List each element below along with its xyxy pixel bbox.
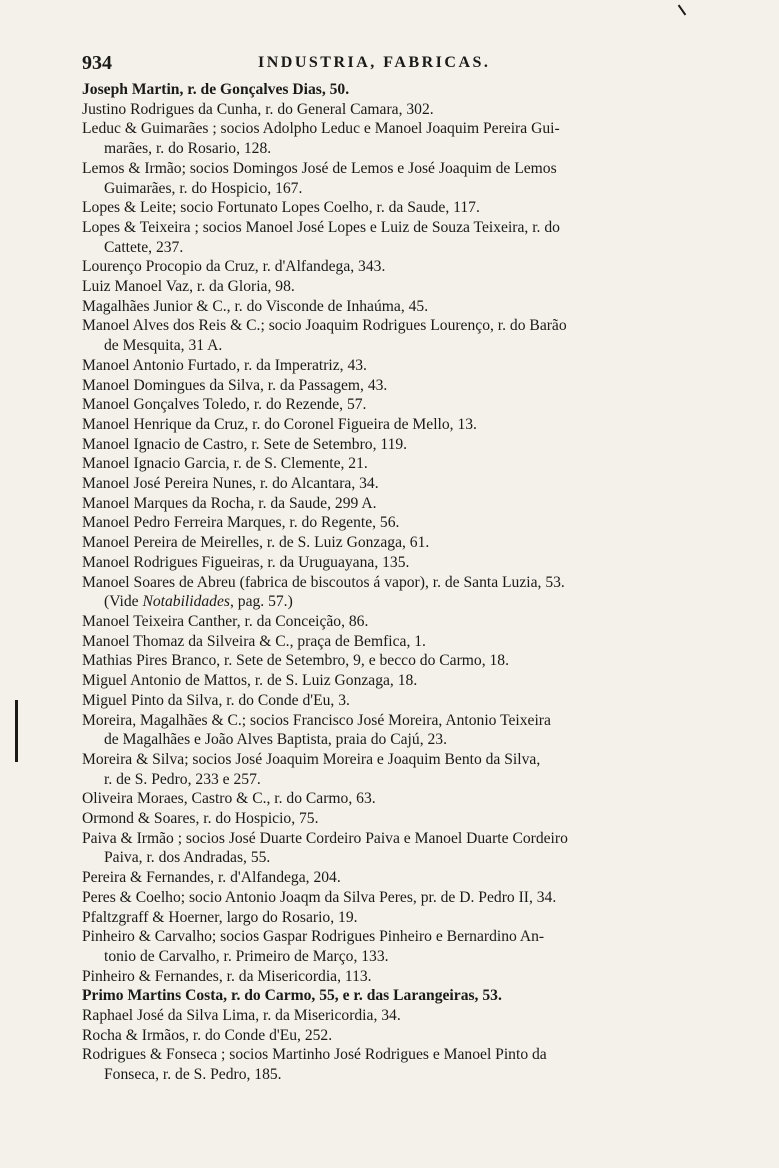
directory-entry	[82, 277, 742, 297]
entry-line: Manoel Pereira de Meirelles, r. de S. Luiz Gonzaga, 61.	[82, 534, 430, 552]
entry-line: Luiz Manoel Vaz, r. da Gloria, 98.	[82, 278, 295, 296]
directory-entry	[82, 395, 742, 415]
directory-entry	[82, 316, 742, 355]
entry-line: Rocha & Irmãos, r. do Conde d'Eu, 252.	[82, 1026, 333, 1044]
note-suffix: , pag. 57.)	[229, 593, 293, 611]
entry-line: Manoel Pedro Ferreira Marques, r. do Regente, 56.	[82, 514, 400, 532]
entry-line: Magalhães Junior & C., r. do Visconde de Inhaúma, 45.	[82, 297, 429, 315]
directory-entry	[82, 454, 742, 474]
directory-entry	[82, 553, 742, 573]
directory-entry	[82, 1045, 742, 1084]
entry-line: Moreira, Magalhães & C.; socios Francisco José Moreira, Antonio Teixeira	[82, 711, 551, 729]
directory-entry	[82, 100, 742, 120]
directory-entry	[82, 415, 742, 435]
directory-entry	[82, 159, 742, 198]
entry-line: Manoel Teixeira Canther, r. da Conceição, 86.	[82, 612, 369, 630]
entry-line: Peres & Coelho; socio Antonio Joaqm da Silva Peres, pr. de D. Pedro II, 34.	[82, 888, 557, 906]
entry-line: Manoel Antonio Furtado, r. da Imperatriz, 43.	[82, 356, 367, 374]
directory-entry	[82, 297, 742, 317]
directory-entries	[82, 80, 742, 1085]
entry-continuation-line: r. de S. Pedro, 233 e 257.	[104, 770, 261, 788]
entry-line: Manoel Thomaz da Silveira & C., praça de Bemfica, 1.	[82, 632, 426, 650]
directory-entry	[82, 750, 742, 789]
entry-line: Pfaltzgraff & Hoerner, largo do Rosario, 19.	[82, 908, 358, 926]
directory-entry	[82, 494, 742, 514]
entry-line: Manoel Soares de Abreu (fabrica de biscoutos á vapor), r. de Santa Luzia, 53.	[82, 573, 565, 591]
entry-line: Lourenço Procopio da Cruz, r. d'Alfandega, 343.	[82, 258, 386, 276]
directory-entry	[82, 1026, 742, 1046]
entry-continuation-line: Guimarães, r. do Hospicio, 167.	[104, 179, 303, 197]
entry-line: Pinheiro & Fernandes, r. da Misericordia, 113.	[82, 967, 372, 985]
directory-entry	[82, 435, 742, 455]
entry-line: Primo Martins Costa, r. do Carmo, 55, e r. das Larangeiras, 53.	[82, 987, 502, 1005]
directory-entry	[82, 513, 742, 533]
entry-line: Miguel Pinto da Silva, r. do Conde d'Eu, 3.	[82, 691, 350, 709]
entry-continuation-line: Fonseca, r. de S. Pedro, 185.	[104, 1066, 282, 1084]
entry-line: Justino Rodrigues da Cunha, r. do General Camara, 302.	[82, 100, 434, 118]
page-header	[82, 52, 752, 78]
entry-line: Manoel Ignacio de Castro, r. Sete de Setembro, 119.	[82, 435, 408, 453]
directory-entry	[82, 809, 742, 829]
entry-continuation-line: de Magalhães e João Alves Baptista, praia do Cajú, 23.	[104, 731, 447, 749]
entry-line: Rodrigues & Fonseca ; socios Martinho José Rodrigues e Manoel Pinto da	[82, 1046, 547, 1064]
directory-entry	[82, 218, 742, 257]
entry-line: Pinheiro & Carvalho; socios Gaspar Rodrigues Pinheiro e Bernardino An-	[82, 928, 545, 946]
directory-entry	[82, 356, 742, 376]
directory-entry	[82, 967, 742, 987]
directory-entry	[82, 80, 742, 100]
entry-note	[104, 592, 742, 612]
entry-continuation-line: de Mesquita, 31 A.	[104, 337, 223, 355]
directory-entry	[82, 789, 742, 809]
entry-line: Manoel José Pereira Nunes, r. do Alcantara, 34.	[82, 475, 379, 493]
entry-continuation-line: tonio de Carvalho, r. Primeiro de Março, 133.	[104, 947, 389, 965]
directory-entry	[82, 257, 742, 277]
directory-entry	[82, 986, 742, 1006]
entry-line: Manoel Alves dos Reis & C.; socio Joaquim Rodrigues Lourenço, r. do Barão	[82, 317, 567, 335]
entry-continuation-line: marães, r. do Rosario, 128.	[104, 140, 272, 158]
entry-line: Ormond & Soares, r. do Hospicio, 75.	[82, 810, 319, 828]
directory-entry	[82, 474, 742, 494]
directory-entry	[82, 927, 742, 966]
page-number: 934	[82, 52, 112, 74]
directory-entry	[82, 612, 742, 632]
note-prefix: (Vide	[104, 593, 143, 611]
directory-entry	[82, 691, 742, 711]
entry-line: Pereira & Fernandes, r. d'Alfandega, 204.	[82, 869, 341, 887]
entry-line: Mathias Pires Branco, r. Sete de Setembro, 9, e becco do Carmo, 18.	[82, 652, 509, 670]
directory-entry	[82, 573, 742, 612]
entry-line: Lopes & Leite; socio Fortunato Lopes Coelho, r. da Saude, 117.	[82, 199, 480, 217]
entry-line: Raphael José da Silva Lima, r. da Misericordia, 34.	[82, 1007, 401, 1025]
entry-line: Manoel Henrique da Cruz, r. do Coronel Figueira de Mello, 13.	[82, 415, 477, 433]
entry-line: Manoel Marques da Rocha, r. da Saude, 299 A.	[82, 494, 377, 512]
entry-line: Manoel Domingues da Silva, r. da Passagem, 43.	[82, 376, 388, 394]
directory-entry	[82, 829, 742, 868]
entry-continuation-line: Cattete, 237.	[104, 238, 184, 256]
directory-entry	[82, 533, 742, 553]
note-italic-ref: Notabilidades	[142, 593, 230, 611]
entry-line: Moreira & Silva; socios José Joaquim Moreira e Joaquim Bento da Silva,	[82, 750, 541, 768]
directory-entry	[82, 632, 742, 652]
entry-line: Oliveira Moraes, Castro & C., r. do Carmo, 63.	[82, 790, 376, 808]
entry-line: Leduc & Guimarães ; socios Adolpho Leduc e Manoel Joaquim Pereira Gui-	[82, 120, 560, 138]
entry-line: Manoel Ignacio Garcia, r. de S. Clemente, 21.	[82, 455, 368, 473]
directory-entry	[82, 711, 742, 750]
corner-ink-mark	[678, 5, 687, 16]
entry-line: Lopes & Teixeira ; socios Manoel José Lopes e Luiz de Souza Teixeira, r. do	[82, 218, 560, 236]
entry-continuation-line: Paiva, r. dos Andradas, 55.	[104, 849, 271, 867]
directory-entry	[82, 376, 742, 396]
directory-entry	[82, 671, 742, 691]
entry-line: Joseph Martin, r. de Gonçalves Dias, 50.	[82, 81, 350, 98]
entry-line: Lemos & Irmão; socios Domingos José de Lemos e José Joaquim de Lemos	[82, 159, 557, 177]
directory-entry	[82, 119, 742, 158]
directory-entry	[82, 888, 742, 908]
directory-entry	[82, 868, 742, 888]
margin-ink-mark	[15, 700, 18, 762]
directory-entry	[82, 651, 742, 671]
section-title: INDUSTRIA, FABRICAS.	[258, 54, 491, 71]
entry-line: Paiva & Irmão ; socios José Duarte Cordeiro Paiva e Manoel Duarte Cordeiro	[82, 829, 568, 847]
directory-entry	[82, 198, 742, 218]
entry-line: Manoel Gonçalves Toledo, r. do Rezende, 57.	[82, 396, 367, 414]
entry-line: Miguel Antonio de Mattos, r. de S. Luiz Gonzaga, 18.	[82, 672, 418, 690]
directory-entry	[82, 1006, 742, 1026]
entry-line: Manoel Rodrigues Figueiras, r. da Uruguayana, 135.	[82, 553, 410, 571]
directory-entry	[82, 908, 742, 928]
